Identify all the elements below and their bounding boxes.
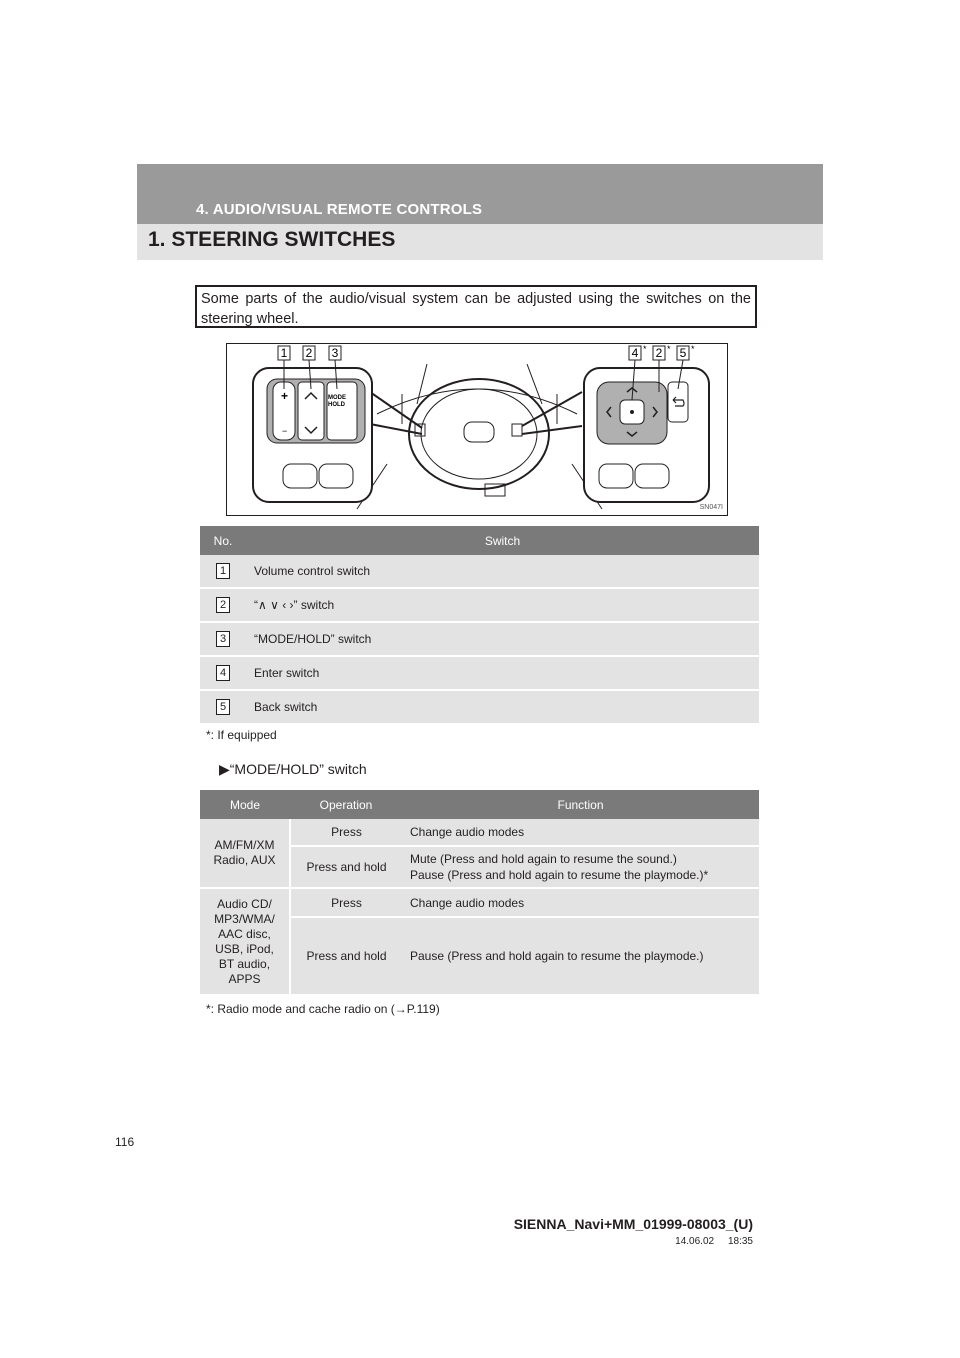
figure-code: SN047I [699,504,723,511]
col-header-function: Function [402,790,759,819]
document-date: 14.06.02 18:35 [675,1236,753,1247]
row-number: 5 [216,699,230,715]
switch-name: Enter switch [246,656,759,690]
row-number: 2 [216,597,230,613]
callout-5: 5 [679,346,687,360]
steering-wheel-illustration [227,344,727,515]
table-row [200,888,759,917]
mode-table-header [200,790,759,819]
row-number: 1 [216,563,230,579]
table-row [200,622,759,656]
footnote-if-equipped: *: If equipped [206,728,277,742]
mode-label: MODE [328,395,346,401]
function-line: Pause (Press and hold again to resume the playmode.)* [410,868,709,882]
mode-line: AAC disc, [218,926,271,941]
document-id: SIENNA_Navi+MM_01999-08003_(U) [513,1216,753,1232]
function-cell: Change audio modes [402,819,759,846]
volume-minus-label: − [282,426,288,436]
table-row [200,588,759,622]
mode-line: BT audio, [218,956,271,971]
function-cell [402,846,759,888]
operation-cell: Press and hold [290,917,402,995]
callout-2-right: 2 [655,346,663,360]
switch-name: “∧ ∨ ‹ ›” switch [246,588,759,622]
mode-line: APPS [228,971,261,986]
subheading-mode-hold: ▶“MODE/HOLD” switch [219,761,367,777]
callout-1: 1 [280,346,288,360]
row-number: 3 [216,631,230,647]
operation-cell: Press [290,819,402,846]
table-row [200,555,759,588]
mode-line: MP3/WMA/ [214,911,275,926]
function-cell: Change audio modes [402,888,759,917]
section-heading: 4. AUDIO/VISUAL REMOTE CONTROLS [196,201,483,218]
switch-name: Back switch [246,690,759,724]
callout-2-left: 2 [305,346,313,360]
footnote-radio-mode: *: Radio mode and cache radio on (→P.119) [206,1002,440,1016]
page-number: 116 [115,1135,135,1149]
mode-cell [200,888,290,995]
mode-line: Audio CD/ [217,896,272,911]
steering-switch-figure [226,343,728,516]
callout-4: 4 [631,346,639,360]
mode-line: USB, iPod, [215,941,274,956]
mode-cell [200,819,290,888]
mode-line: AM/FM/XM [214,838,275,852]
col-header-no: No. [200,526,246,555]
table-row [200,819,759,846]
switch-name: “MODE/HOLD” switch [246,622,759,656]
function-cell: Pause (Press and hold again to resume the playmode.) [402,917,759,995]
switch-name: Volume control switch [246,555,759,588]
operation-cell: Press [290,888,402,917]
table-row [200,690,759,724]
col-header-switch: Switch [246,526,759,555]
volume-plus-label: + [281,389,289,403]
table-row [200,656,759,690]
switch-table-header [200,526,759,555]
operation-cell: Press and hold [290,846,402,888]
callout-4-asterisk: * [643,344,647,354]
mode-line: Radio, AUX [213,853,276,867]
switch-table [200,526,759,725]
function-line: Mute (Press and hold again to resume the sound.) [410,852,677,866]
intro-box: Some parts of the audio/visual system can be adjusted using the switches on the steering wheel. [195,285,757,328]
callout-3: 3 [331,346,339,360]
hold-label: HOLD [328,402,345,408]
col-header-operation: Operation [290,790,402,819]
callout-5-asterisk: * [691,344,695,354]
mode-table [200,790,759,996]
callout-2-asterisk: * [667,344,671,354]
page-title: 1. STEERING SWITCHES [148,228,396,251]
col-header-mode: Mode [200,790,290,819]
row-number: 4 [216,665,230,681]
